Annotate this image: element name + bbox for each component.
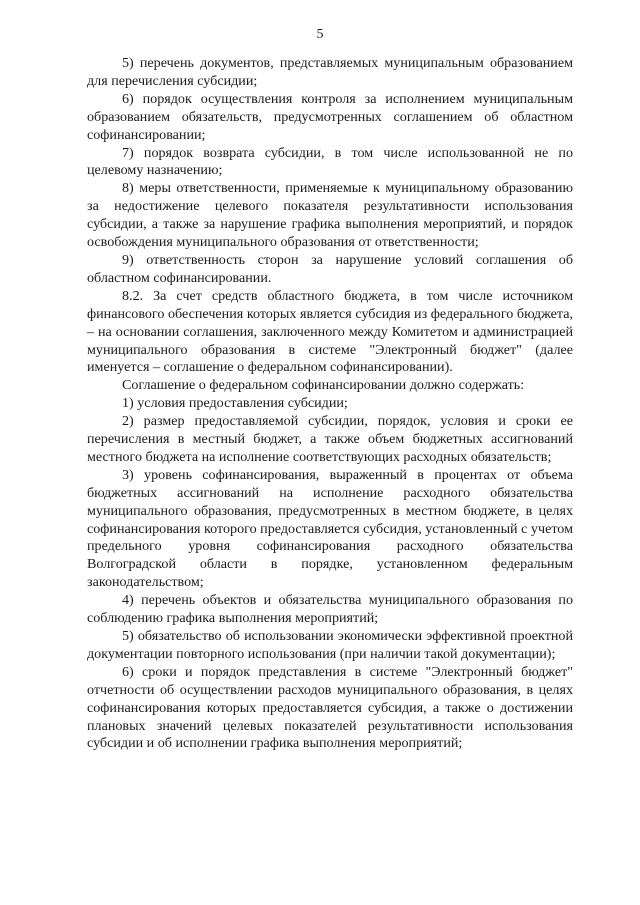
page-number: 5 xyxy=(316,27,324,42)
document-body xyxy=(87,55,573,753)
paragraph-item-9-parties-responsibility: 9) ответственность сторон за нарушение условий соглашения об областном софинансировании. xyxy=(87,251,573,286)
paragraph-item-6-reporting: 6) сроки и порядок представления в системе "Электронный бюджет" отчетности об осуществлении расходов муниципального образования, в целях софинансирования которых предоставляется субсидия, а также о достижении плановых значений целевых показателей результативности использования субсидии и об исполнении графика выполнения мероприятий; xyxy=(87,663,573,752)
paragraph-item-3-cofinancing-level: 3) уровень софинансирования, выраженный в процентах от объема бюджетных ассигнований на исполнение расходного обязательства муниципального образования, предусмотренных в местном бюджете, в целях софинансирования которого предоставляется субсидия, установленный с учетом предельного уровня софинансирования расходного обязательства Волгоградской области в порядке, установленном федеральным законодательством; xyxy=(87,466,573,591)
paragraph-item-5-design-documentation: 5) обязательство об использовании экономически эффективной проектной документации повторного использования (при наличии такой документации); xyxy=(87,628,573,662)
paragraph-item-6-control-procedure: 6) порядок осуществления контроля за исполнением муниципальным образованием обязательств, предусмотренных соглашением об областном софинансировании; xyxy=(87,90,573,143)
paragraph-item-8-liability-measures: 8) меры ответственности, применяемые к муниципальному образованию за недостижение целевого показателя результативности использования субсидии, а также за нарушение графика выполнения мероприятий, и порядок освобождения муниципального образования от ответственности; xyxy=(87,180,573,251)
paragraph-item-5-documents-list: 5) перечень документов, представляемых муниципальным образованием для перечисления субсидии; xyxy=(87,55,573,89)
paragraph-item-7-return-procedure: 7) порядок возврата субсидии, в том числе использованной не по целевому назначению; xyxy=(87,144,573,179)
paragraph-item-1-conditions: 1) условия предоставления субсидии; xyxy=(122,395,348,412)
paragraph-federal-agreement-intro: Соглашение о федеральном софинансировании должно содержать: xyxy=(122,377,525,394)
paragraph-item-2-subsidy-amount: 2) размер предоставляемой субсидии, порядок, условия и сроки ее перечисления в местный бюджет, а также объем бюджетных ассигнований местного бюджета на исполнение соответствующих расходных обязательств; xyxy=(87,413,573,465)
paragraph-section-8-2: 8.2. За счет средств областного бюджета, в том числе источником финансового обеспечения которых является субсидия из федерального бюджета, – на основании соглашения, заключенного между Комитетом и администрацией муниципального образования в системе "Электронный бюджет" (далее именуется – соглашение о федеральном софинансировании). xyxy=(87,287,573,376)
paragraph-item-4-objects-list: 4) перечень объектов и обязательства муниципального образования по соблюдению графика выполнения мероприятий; xyxy=(87,592,573,627)
